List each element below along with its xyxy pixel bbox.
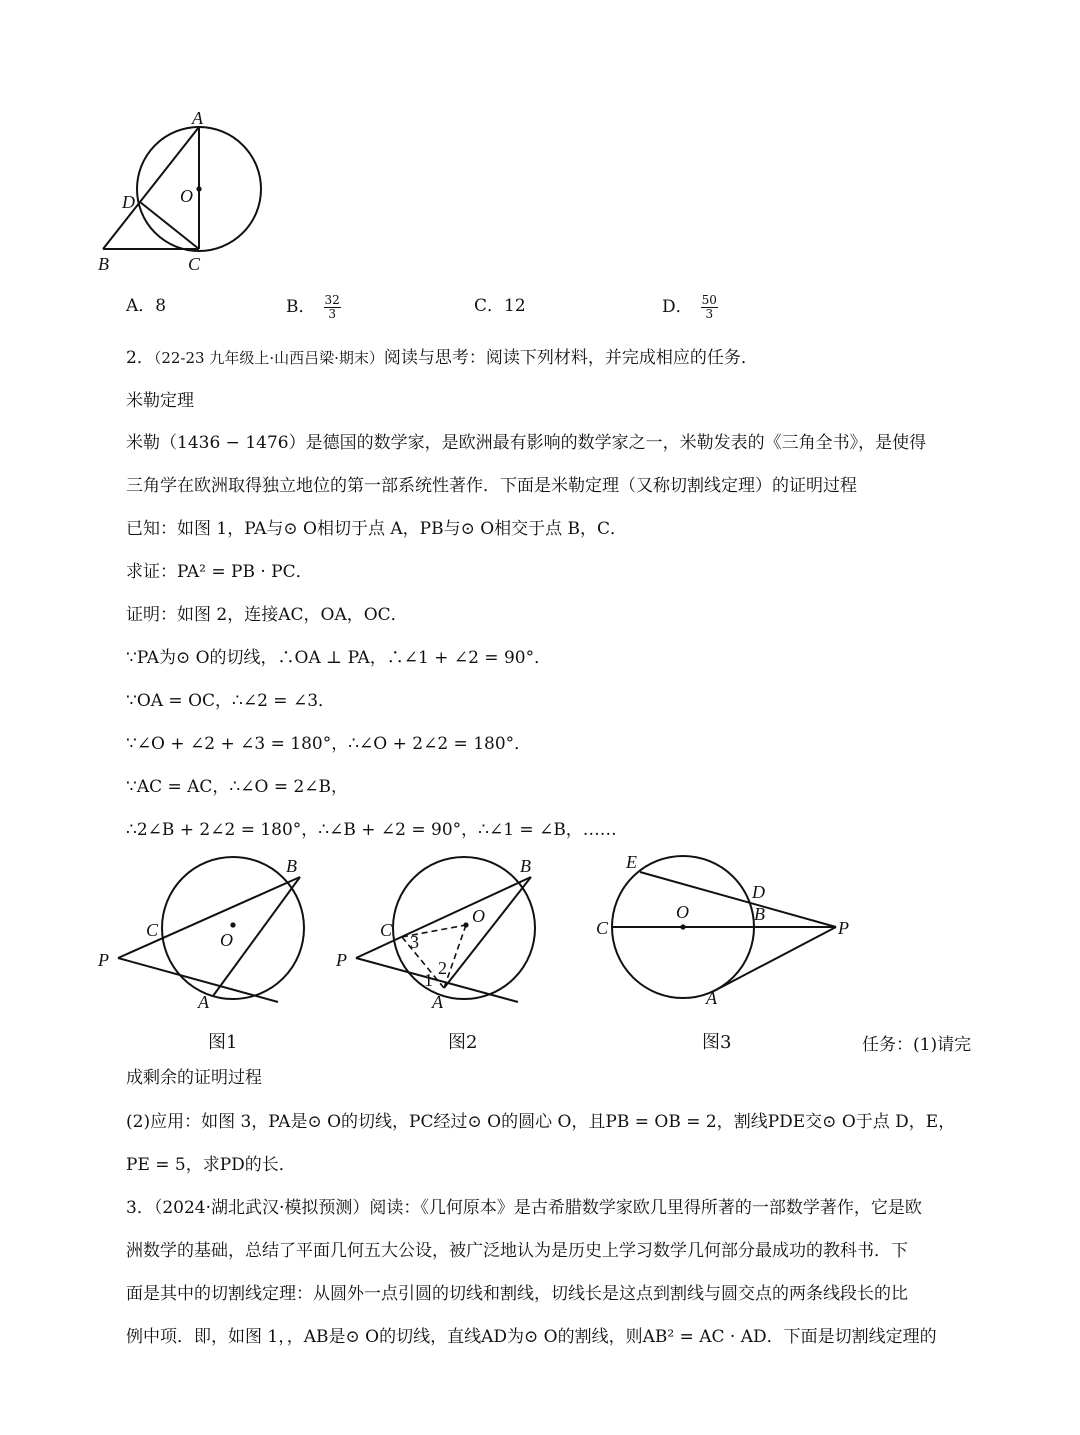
fig2-label-b: B bbox=[520, 856, 531, 876]
fig2-center-dot bbox=[463, 922, 468, 927]
fraction-d: $\frac{50}{3}$ bbox=[701, 293, 717, 321]
choice-d[interactable]: D． $\frac{50}{3}$ bbox=[662, 293, 717, 321]
fig3-label-a: A bbox=[706, 988, 717, 1008]
choice-a[interactable]: A．8 bbox=[126, 296, 167, 316]
figure-1 bbox=[92, 856, 312, 1016]
fig3-label-e: E bbox=[626, 852, 637, 872]
fig2-caption: 图2 bbox=[448, 1032, 478, 1053]
fig2-circle bbox=[393, 857, 535, 999]
q2-proof-5: ∴2∠B + 2∠2 = 180°，∴∠B + ∠2 = 90°，∴∠1 = ∠B，…… bbox=[126, 820, 617, 840]
choice-b[interactable]: B． $\frac{32}{3}$ bbox=[286, 293, 340, 321]
q3-line1: 3．（2024·湖北武汉·模拟预测）阅读：《几何原本》是古希腊数学家欧几里得所著的一部数学著作，它是欧 bbox=[126, 1198, 922, 1218]
task-start: 任务：(1)请完 bbox=[862, 1035, 972, 1055]
fig1-label-b: B bbox=[286, 856, 297, 876]
label-c: C bbox=[188, 254, 201, 274]
q2-para1-line1: 米勒（1436 − 1476）是德国的数学家，是欧洲最有影响的数学家之一，米勒发表的《三角全书》，是使得 bbox=[126, 433, 927, 453]
fig3-label-b: B bbox=[754, 904, 765, 924]
fig1-label-o: O bbox=[220, 930, 233, 950]
fig2-dashed-oa bbox=[444, 925, 466, 988]
figure-3 bbox=[590, 850, 860, 1010]
figure-top-circle bbox=[90, 110, 310, 290]
fig3-label-o: O bbox=[676, 902, 689, 922]
fig2-angle-1: 1 bbox=[424, 970, 433, 990]
label-a: A bbox=[192, 108, 203, 128]
fig2-angle-3: 3 bbox=[410, 932, 419, 952]
fig1-label-a: A bbox=[198, 992, 209, 1012]
fig3-tangent-pa bbox=[714, 927, 836, 991]
fig3-label-p: P bbox=[838, 918, 849, 938]
fig2-label-p: P bbox=[336, 950, 347, 970]
task-continued: 成剩余的证明过程 bbox=[126, 1068, 262, 1088]
q3-line2: 洲数学的基础，总结了平面几何五大公设，被广泛地认为是历史上学习数学几何部分最成功的教科书．下 bbox=[126, 1241, 908, 1261]
fig3-label-d: D bbox=[752, 882, 765, 902]
fig2-label-c: C bbox=[380, 920, 393, 940]
q2-title: 米勒定理 bbox=[126, 391, 194, 411]
figure-2 bbox=[332, 856, 562, 1016]
q2-proof-3: ∵∠O + ∠2 + ∠3 = 180°，∴∠O + 2∠2 = 180°． bbox=[126, 734, 532, 754]
label-o: O bbox=[180, 186, 193, 206]
q2-header: 2．（22-23 九年级上·山西吕梁·期末）阅读与思考：阅读下列材料，并完成相应的任务． bbox=[126, 348, 758, 368]
fig2-label-a: A bbox=[432, 992, 443, 1012]
q3-line3: 面是其中的切割线定理：从圆外一点引圆的切线和割线，切线长是这点到割线与圆交点的两条线段长的比 bbox=[126, 1284, 908, 1304]
q2-proof-2: ∵OA = OC，∴∠2 = ∠3． bbox=[126, 691, 336, 711]
fig1-segment-pb bbox=[118, 877, 300, 958]
fig3-caption: 图3 bbox=[702, 1032, 732, 1053]
q2-proof-4: ∵AC = AC，∴∠O = 2∠B， bbox=[126, 777, 349, 797]
label-b: B bbox=[98, 254, 109, 274]
fig2-label-o: O bbox=[472, 906, 485, 926]
fig2-segment-ab bbox=[444, 877, 531, 988]
fraction-b: $\frac{32}{3}$ bbox=[324, 293, 340, 321]
fig3-center-dot bbox=[680, 924, 685, 929]
fig3-secant-pe bbox=[640, 872, 836, 927]
choice-c[interactable]: C．12 bbox=[474, 296, 526, 316]
q2-prove: 求证：PA² = PB · PC． bbox=[126, 562, 313, 582]
fig2-segment-pb bbox=[356, 877, 531, 958]
fig1-label-c: C bbox=[146, 920, 159, 940]
task2-line2: PE = 5，求PD的长． bbox=[126, 1155, 296, 1175]
q2-para1-line2: 三角学在欧洲取得独立地位的第一部系统性著作．下面是米勒定理（又称切割线定理）的证明过程 bbox=[126, 476, 857, 496]
q2-proof-0: 证明：如图 2，连接AC，OA，OC． bbox=[126, 605, 408, 625]
fig3-label-c: C bbox=[596, 918, 609, 938]
label-d: D bbox=[122, 192, 135, 212]
q3-line4: 例中项．即，如图 1，，AB是⊙ O的切线，直线AD为⊙ O的割线，则AB² = AC · AD．下面是切割线定理的 bbox=[126, 1327, 937, 1347]
fig2-angle-2: 2 bbox=[438, 958, 447, 978]
task2-line1: (2)应用：如图 3，PA是⊙ O的切线，PC经过⊙ O的圆心 O，且PB = OB = 2，割线PDE交⊙ O于点 D，E， bbox=[126, 1112, 956, 1132]
q2-known: 已知：如图 1，PA与⊙ O相切于点 A，PB与⊙ O相交于点 B，C． bbox=[126, 519, 628, 539]
fig1-caption: 图1 bbox=[208, 1032, 238, 1053]
q2-proof-1: ∵PA为⊙ O的切线，∴OA ⊥ PA，∴∠1 + ∠2 = 90°． bbox=[126, 648, 552, 668]
center-dot bbox=[196, 186, 201, 191]
fig1-center-dot bbox=[230, 922, 235, 927]
fig1-label-p: P bbox=[98, 950, 109, 970]
